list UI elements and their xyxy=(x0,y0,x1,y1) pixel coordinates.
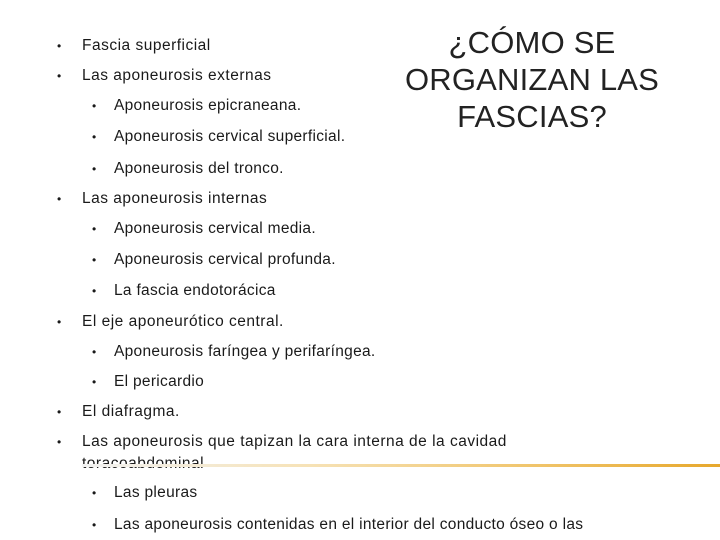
list-item-text: Aponeurosis cervical superficial. xyxy=(114,128,346,145)
list-item xyxy=(92,126,346,148)
bullet-icon: • xyxy=(57,39,62,53)
list-item xyxy=(92,371,205,393)
bullet-icon: • xyxy=(92,222,97,236)
bullet-icon: • xyxy=(92,518,97,532)
bullet-icon: • xyxy=(92,486,97,500)
bullet-icon: • xyxy=(92,130,97,144)
list-item-text: Fascia superficial xyxy=(82,37,211,54)
list-item xyxy=(92,514,584,536)
list-item-text: Aponeurosis cervical profunda. xyxy=(114,251,336,268)
list-item-text: Las aponeurosis que tapizan la cara interna de la cavidad xyxy=(82,433,507,450)
list-item xyxy=(57,65,272,87)
list-item-text: Las aponeurosis contenidas en el interior del conducto óseo o las xyxy=(114,516,584,533)
list-item xyxy=(92,95,302,117)
list-item-text: El pericardio xyxy=(114,373,205,390)
list-item-text: Aponeurosis faríngea y perifaríngea. xyxy=(114,343,376,360)
list-item-text: Las pleuras xyxy=(114,484,198,501)
list-item-text: Las aponeurosis internas xyxy=(82,190,268,207)
list-item-text: El eje aponeurótico central. xyxy=(82,313,284,330)
list-item xyxy=(92,341,376,363)
list-item-text: La fascia endotorácica xyxy=(114,282,276,299)
bullet-icon: • xyxy=(92,345,97,359)
list-item-text: Aponeurosis del tronco. xyxy=(114,160,284,177)
bullet-icon: • xyxy=(92,253,97,267)
bullet-icon: • xyxy=(57,315,62,329)
list-item xyxy=(57,188,268,210)
list-item xyxy=(57,431,602,475)
list-item xyxy=(92,218,316,240)
bullet-icon: • xyxy=(92,162,97,176)
list-item xyxy=(57,401,180,423)
list-item-text: El diafragma. xyxy=(82,403,180,420)
list-item xyxy=(57,311,284,333)
bullet-icon: • xyxy=(57,435,62,449)
list-item-text: Las aponeurosis externas xyxy=(82,67,272,84)
list-item xyxy=(92,158,284,180)
list-item xyxy=(92,482,198,504)
list-item-text: Aponeurosis epicraneana. xyxy=(114,97,302,114)
bullet-icon: • xyxy=(92,375,97,389)
bullet-icon: • xyxy=(57,192,62,206)
decorative-divider xyxy=(82,464,720,467)
bullet-icon: • xyxy=(57,69,62,83)
slide-title: ¿CÓMO SE ORGANIZAN LAS FASCIAS? xyxy=(404,25,660,134)
list-item-text: Aponeurosis cervical media. xyxy=(114,220,316,237)
bullet-icon: • xyxy=(92,284,97,298)
list-item xyxy=(57,35,211,57)
bullet-icon: • xyxy=(92,99,97,113)
list-item xyxy=(92,249,336,271)
bullet-icon: • xyxy=(57,405,62,419)
list-item xyxy=(92,280,276,302)
